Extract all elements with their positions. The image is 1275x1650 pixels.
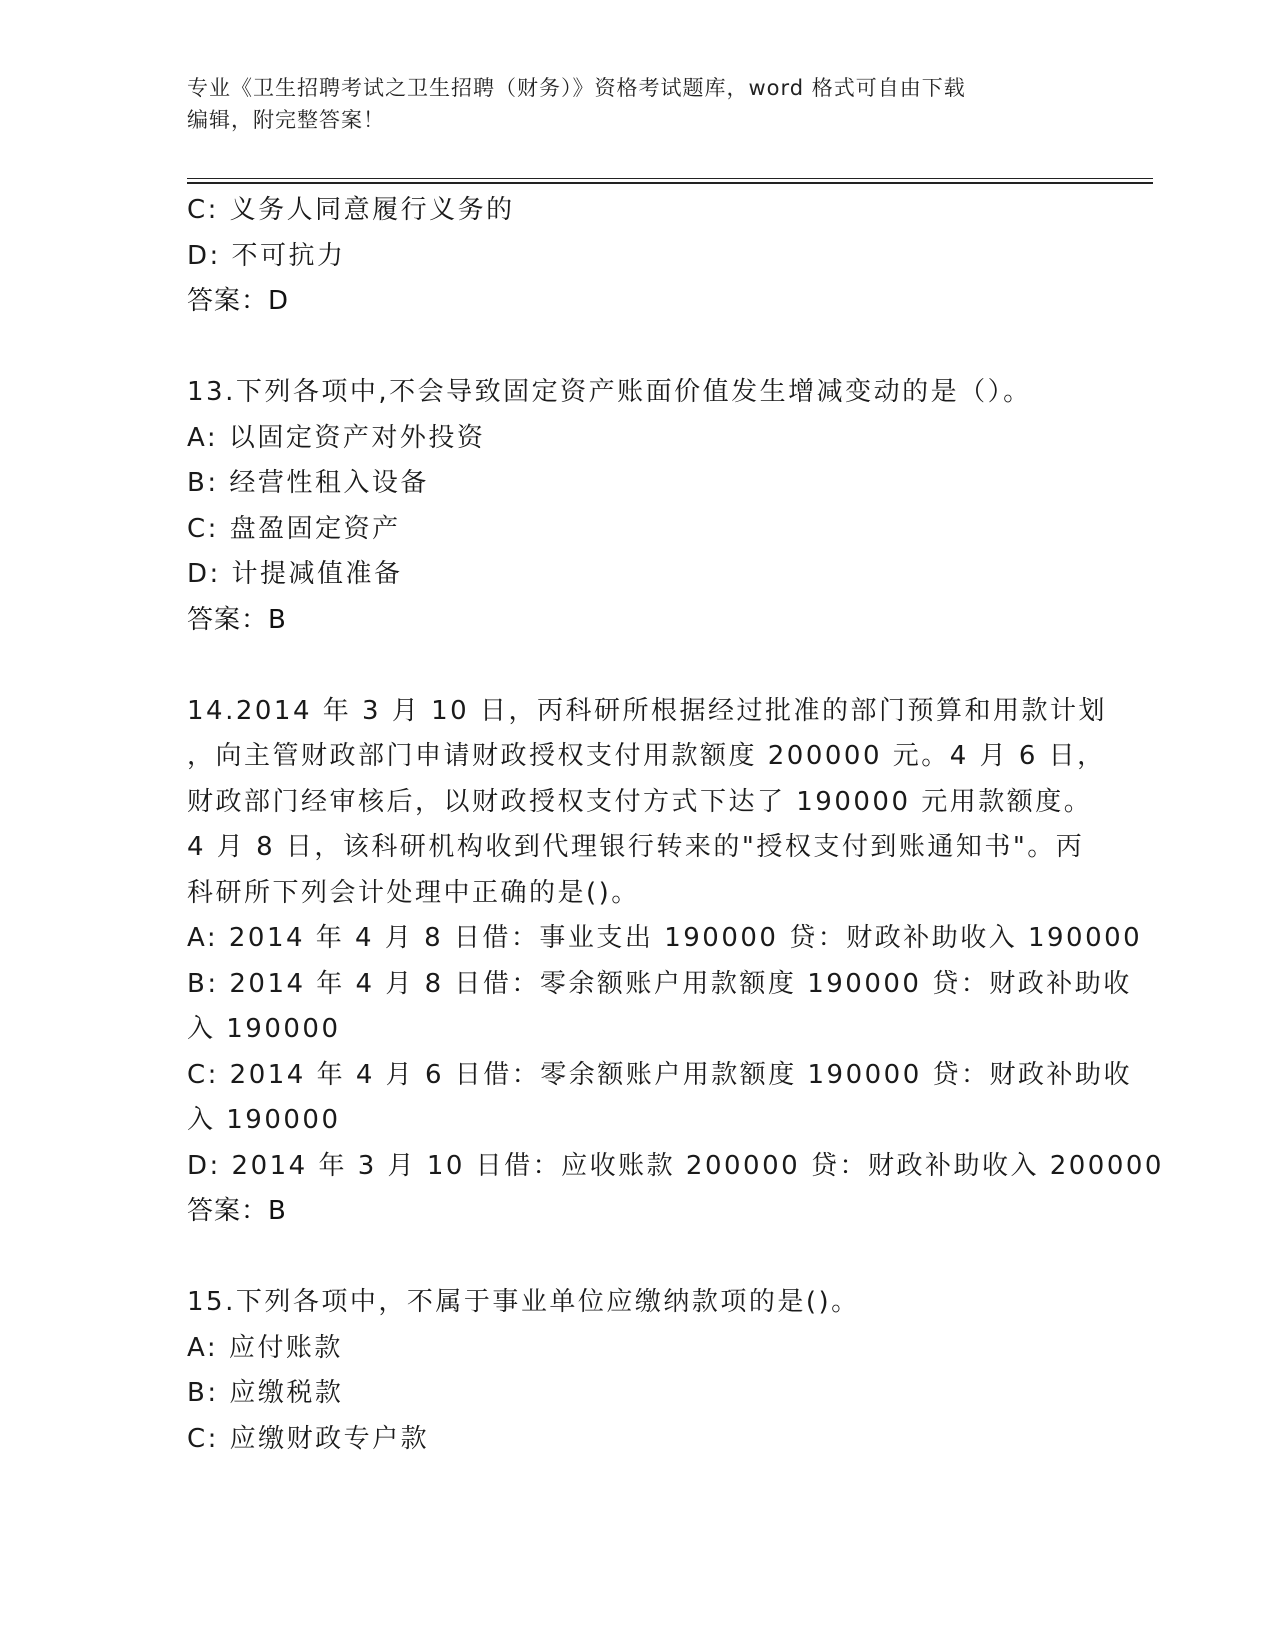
option-c: C: 2014 年 4 月 6 日借：零余额账户用款额度 190000 贷：财政补助收 bbox=[187, 1059, 1133, 1090]
spacer bbox=[187, 325, 1087, 371]
option-d: D: 2014 年 3 月 10 日借：应收账款 200000 贷：财政补助收入 200000 bbox=[187, 1150, 1164, 1181]
answer-line: 答案：D bbox=[187, 286, 290, 316]
question-15 bbox=[187, 1280, 1087, 1462]
option-c: C: 盘盈固定资产 bbox=[187, 513, 401, 544]
spacer bbox=[187, 643, 1087, 689]
header-rule-thick bbox=[187, 182, 1153, 184]
question-text-line: ，向主管财政部门申请财政授权支付用款额度 200000 元。4 月 6 日， bbox=[187, 741, 1106, 771]
previous-question-tail bbox=[187, 188, 1087, 325]
option-a: A: 应付账款 bbox=[187, 1332, 343, 1363]
document-body bbox=[187, 188, 1164, 1462]
option-a: A: 2014 年 4 月 8 日借：事业支出 190000 贷：财政补助收入 190000 bbox=[187, 923, 1143, 953]
answer-line: 答案：B bbox=[187, 604, 287, 635]
question-text: 15.下列各项中，不属于事业单位应缴纳款项的是()。 bbox=[187, 1287, 860, 1317]
question-text-line: 科研所下列会计处理中正确的是()。 bbox=[187, 877, 640, 908]
option-c-continued: 入 190000 bbox=[187, 1105, 341, 1135]
option-b: B: 应缴税款 bbox=[187, 1378, 344, 1408]
option-d: D: 计提减值准备 bbox=[187, 559, 403, 589]
question-text-line: 财政部门经审核后，以财政授权支付方式下达了 190000 元用款额度。 bbox=[187, 786, 1093, 817]
question-13 bbox=[187, 370, 1087, 643]
question-14 bbox=[187, 689, 1164, 1235]
question-text: 13.下列各项中,不会导致固定资产账面价值发生增减变动的是（）。 bbox=[187, 377, 1032, 407]
spacer bbox=[187, 1235, 1087, 1281]
question-text-line: 4 月 8 日，该科研机构收到代理银行转来的"授权支付到账通知书"。丙 bbox=[187, 832, 1085, 862]
document-header bbox=[187, 72, 1087, 136]
answer-line: 答案：B bbox=[187, 1196, 287, 1226]
header-line-1: 专业《卫生招聘考试之卫生招聘（财务）》资格考试题库，word 格式可自由下载 bbox=[187, 76, 966, 100]
header-rule-thin bbox=[187, 178, 1153, 179]
option-b: B: 经营性租入设备 bbox=[187, 468, 429, 498]
question-text-line: 14.2014 年 3 月 10 日，丙科研所根据经过批准的部门预算和用款计划 bbox=[187, 695, 1107, 726]
option-c: C: 应缴财政专户款 bbox=[187, 1423, 430, 1454]
option-d: D: 不可抗力 bbox=[187, 240, 346, 271]
option-b: B: 2014 年 4 月 8 日借：零余额账户用款额度 190000 贷：财政补助收 bbox=[187, 968, 1132, 999]
option-a: A: 以固定资产对外投资 bbox=[187, 422, 486, 453]
option-c: C: 义务人同意履行义务的 bbox=[187, 195, 515, 225]
option-b-continued: 入 190000 bbox=[187, 1014, 341, 1044]
header-line-2: 编辑，附完整答案！ bbox=[187, 108, 385, 132]
